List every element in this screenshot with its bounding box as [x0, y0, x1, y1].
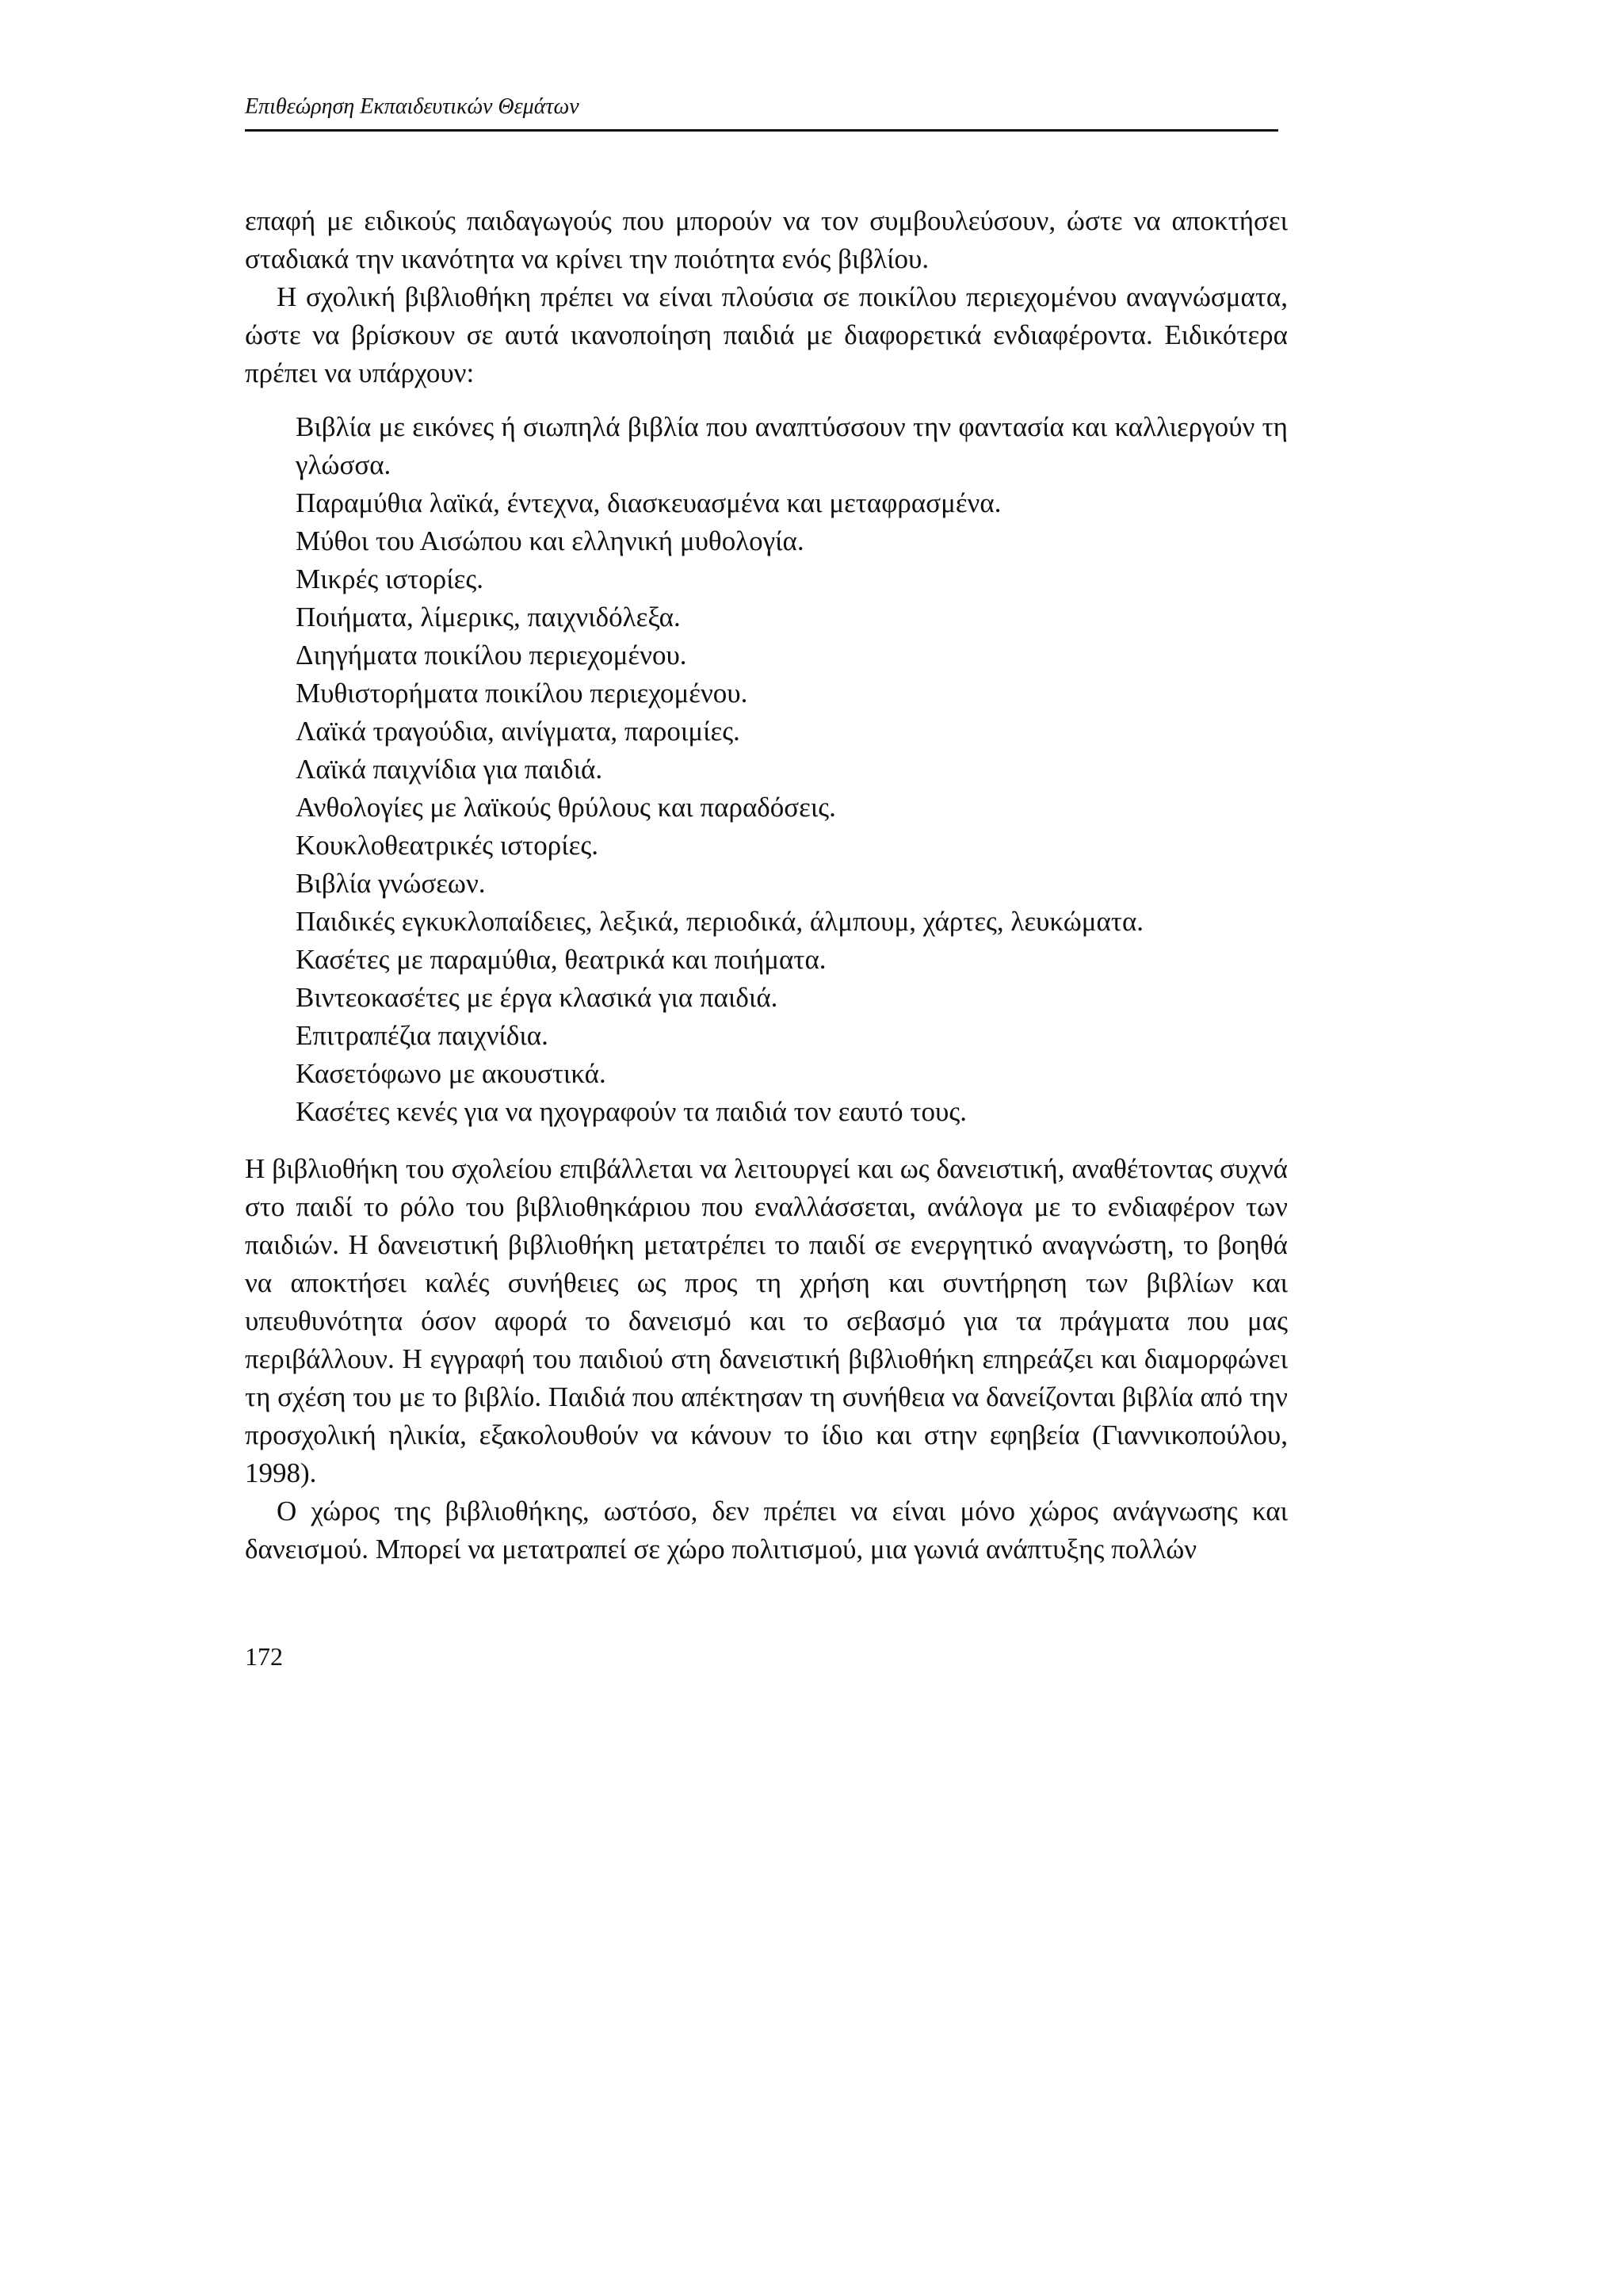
page-number: 172	[245, 1642, 283, 1671]
list-item: Παιδικές εγκυκλοπαίδειες, λεξικά, περιοδικά, άλμπουμ, χάρτες, λευκώματα.	[296, 906, 1144, 937]
list-item: Λαϊκά παιχνίδια για παιδιά.	[296, 754, 603, 785]
list-item: Μικρές ιστορίες.	[296, 563, 483, 594]
list-item: Βιβλία γνώσεων.	[296, 868, 486, 899]
paragraph: Ο χώρος της βιβλιοθήκης, ωστόσο, δεν πρέπει να είναι μόνο χώρος ανάγνωσης και δανεισμού. Μπορεί να μετατραπεί σε χώρο πολιτισμού, μια γωνιά ανάπτυξης πολλών	[245, 1496, 1288, 1564]
paragraph: επαφή με ειδικούς παιδαγωγούς που μπορούν να τον συμβουλεύσουν, ώστε να αποκτήσει σταδιακά την ικανότητα να κρίνει την ποιότητα ενός βιβλίου.	[245, 205, 1288, 274]
list-item: Κασέτες κενές για να ηχογραφούν τα παιδιά τον εαυτό τους.	[296, 1096, 967, 1127]
running-header: Επιθεώρηση Εκπαιδευτικών Θεμάτων	[245, 94, 579, 119]
paragraph: Η βιβλιοθήκη του σχολείου επιβάλλεται να λειτουργεί και ως δανειστική, αναθέτοντας συχνά στο παιδί το ρόλο του βιβλιοθηκάριου που εναλλάσσεται, ανάλογα με το ενδιαφέρον των παιδιών. Η δανειστική βιβλιοθήκη μετατρέπει το παιδί σε ενεργητικό αναγνώστη, το βοηθά να αποκτήσει καλές συνήθειες ως προς τη χρήση και συντήρηση των βιβλίων και υπευθυνότητα όσον αφορά το δανεισμό και το σεβασμό για τα πράγματα που μας περιβάλλουν. Η εγγραφή του παιδιού στη δανειστική βιβλιοθήκη επηρεάζει και διαμορφώνει τη σχέση του με το βιβλίο. Παιδιά που απέκτησαν τη συνήθεια να δανείζονται βιβλία από την προσχολική ηλικία, εξακολουθούν να κάνουν το ίδιο και στην εφηβεία (Γιαννικοπούλου, 1998).	[245, 1153, 1288, 1488]
body-text	[245, 202, 1288, 1568]
header-rule	[245, 129, 1278, 132]
list-item: Ανθολογίες με λαϊκούς θρύλους και παραδόσεις.	[296, 792, 836, 823]
list-item: Παραμύθια λαϊκά, έντεχνα, διασκευασμένα και μεταφρασμένα.	[296, 487, 1002, 518]
resource-list	[245, 408, 1288, 1131]
list-item: Διηγήματα ποικίλου περιεχομένου.	[296, 640, 687, 670]
list-item: Μύθοι του Αισώπου και ελληνική μυθολογία.	[296, 525, 804, 556]
list-item: Επιτραπέζια παιχνίδια.	[296, 1020, 548, 1051]
list-item: Κασετόφωνο με ακουστικά.	[296, 1058, 606, 1089]
list-item: Κουκλοθεατρικές ιστορίες.	[296, 830, 598, 861]
list-item: Ποιήματα, λίμερικς, παιχνιδόλεξα.	[296, 602, 681, 632]
list-item: Βιβλία με εικόνες ή σιωπηλά βιβλία που αναπτύσσουν την φαντασία και καλλιεργούν τη γλώσσα.	[296, 411, 1288, 480]
list-item: Βιντεοκασέτες με έργα κλασικά για παιδιά.	[296, 982, 778, 1013]
list-item: Λαϊκά τραγούδια, αινίγματα, παροιμίες.	[296, 716, 740, 747]
list-item: Μυθιστορήματα ποικίλου περιεχομένου.	[296, 678, 748, 709]
paragraph: Η σχολική βιβλιοθήκη πρέπει να είναι πλούσια σε ποικίλου περιεχομένου αναγνώσματα, ώστε να βρίσκουν σε αυτά ικανοποίηση παιδιά με διαφορετικά ενδιαφέροντα. Ειδικότερα πρέπει να υπάρχουν:	[245, 281, 1288, 388]
list-item: Κασέτες με παραμύθια, θεατρικά και ποιήματα.	[296, 944, 827, 975]
